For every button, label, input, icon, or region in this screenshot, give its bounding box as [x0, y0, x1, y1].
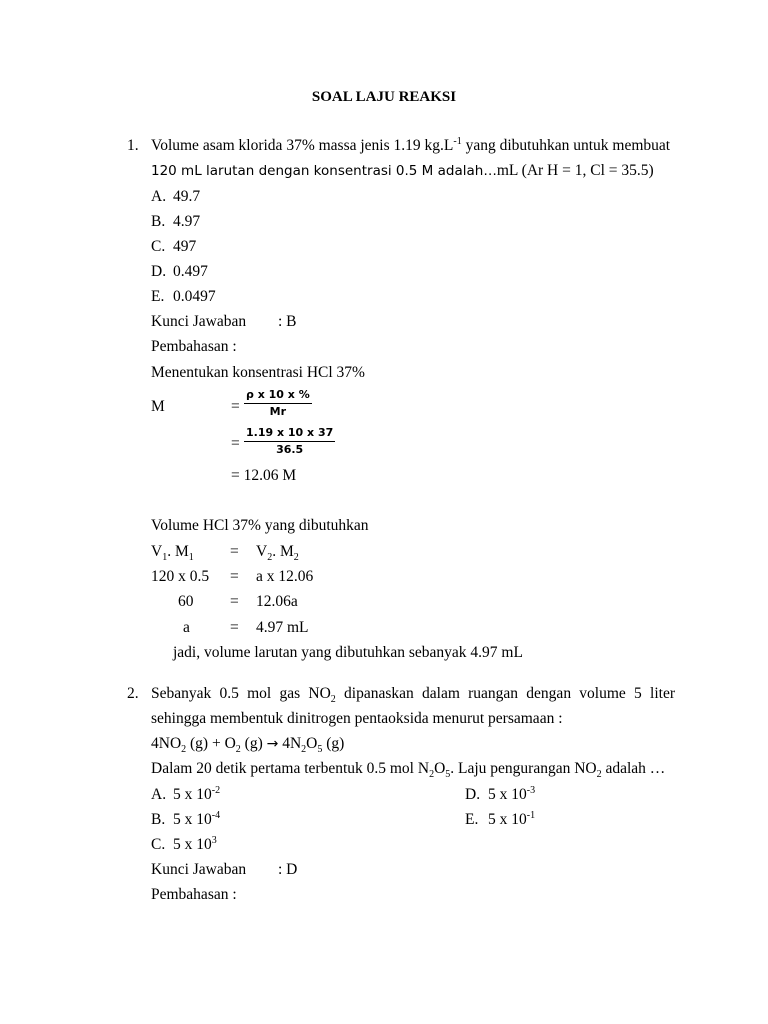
q2-line4-part-d: adalah … [601, 760, 666, 777]
calc-row-1-right: $V_2$. $M_2$ [256, 543, 299, 564]
calc-row-3-left: 60 [178, 593, 194, 610]
q1-option-a-letter: A. [151, 188, 167, 205]
q1-option-a-value: 49.7 [173, 188, 201, 205]
eq-part-3: (g) [240, 735, 267, 752]
molarity-result: = 12.06 M [231, 467, 297, 484]
q2-option-a-letter: A. [151, 786, 167, 803]
question-1-line-2 [151, 162, 654, 180]
q2-option-b-exponent: -4 [211, 809, 221, 821]
calc-row-2-right: a x 12.06 [256, 568, 314, 585]
question-1-line-1 [151, 137, 670, 155]
q1-step1-title: Menentukan konsentrasi HCl 37% [151, 364, 365, 381]
fraction-2-numerator: 1.19 x 10 x 37 [244, 426, 335, 442]
q2-option-a-value [173, 786, 220, 804]
q1-option-d-value: 0.497 [173, 263, 208, 280]
calc-row-3-equals: = [230, 593, 239, 610]
q1-line1-superscript: -1 [453, 135, 462, 147]
q2-line4-part-c: . Laju pengurangan NO [450, 760, 597, 777]
eq-part-4: 4N [278, 735, 302, 752]
molarity-formula-fraction [244, 388, 312, 419]
q1-answer-key-label: Kunci Jawaban [151, 313, 247, 330]
q1-line1-text: Volume asam klorida 37% massa jenis 1.19 kg.L [151, 137, 454, 154]
molarity-substitution-fraction [244, 426, 335, 457]
q1-option-d-letter: D. [151, 263, 167, 280]
q2-option-e-base: 5 x 10 [488, 811, 527, 828]
q1-option-e-letter: E. [151, 288, 165, 305]
q2-line4-part-a: Dalam 20 detik pertama terbentuk 0.5 mol N [151, 760, 430, 777]
q1-option-b-value: 4.97 [173, 213, 201, 230]
q2-discussion-label: Pembahasan : [151, 886, 237, 903]
eq-part-2: (g) + O [186, 735, 236, 752]
q2-line4-sub-2: 5 [445, 769, 451, 781]
reaction-arrow-icon: → [266, 736, 279, 752]
calc-row-4-equals: = [230, 619, 239, 636]
calc-row-4-right: 4.97 mL [256, 619, 309, 636]
molarity-symbol: M [151, 398, 165, 415]
q1-conclusion: jadi, volume larutan yang dibutuhkan sebanyak 4.97 mL [173, 644, 523, 661]
document-title: SOAL LAJU REAKSI [311, 89, 457, 105]
q1-option-c-letter: C. [151, 238, 166, 255]
q2-line1-text: Sebanyak 0.5 mol gas NO [151, 685, 331, 702]
q2-option-a-exponent: -2 [211, 784, 221, 796]
q2-option-c-exponent: 3 [211, 834, 217, 846]
question-2-line-1 [151, 685, 676, 706]
calc-row-3-right: 12.06a [256, 593, 298, 610]
question-2-number: 2. [127, 685, 139, 702]
q2-option-d-letter: D. [465, 786, 481, 803]
q1-line2-sans-text: 120 mL larutan dengan konsentrasi 0.5 M adalah… [151, 163, 497, 179]
q2-option-b-letter: B. [151, 811, 166, 828]
q2-option-c-letter: C. [151, 836, 166, 853]
eq-sub-2: 2 [235, 744, 241, 756]
chemical-equation [151, 735, 345, 756]
q2-line4-sub-1: 2 [429, 769, 435, 781]
eq-sub-4: 5 [317, 744, 323, 756]
calc-row-1-equals: = [230, 543, 239, 560]
fraction-1-denominator: Mr [269, 405, 287, 418]
eq-part-5: O [306, 735, 318, 752]
q2-line4-sub-3: 2 [596, 769, 602, 781]
q2-answer-key-label: Kunci Jawaban [151, 861, 247, 878]
q1-line1-rest: yang dibutuhkan untuk membuat [461, 137, 671, 154]
q2-option-d-exponent: -3 [526, 784, 536, 796]
eq-part-1: 4NO [151, 735, 182, 752]
calc-row-2-left: 120 x 0.5 [151, 568, 210, 585]
calc-row-1-left: $V_1$. $M_1$ [151, 543, 194, 564]
q1-line2-text: mL (Ar H = 1, Cl = 35.5) [496, 162, 654, 179]
q2-option-d-base: 5 x 10 [488, 786, 527, 803]
q2-line1-rest: dipanaskan dalam ruangan dengan volume 5 liter [335, 685, 676, 702]
q2-line4-part-b: O [434, 760, 446, 777]
q1-option-b-letter: B. [151, 213, 166, 230]
q2-option-b-base: 5 x 10 [173, 811, 212, 828]
q2-option-a-base: 5 x 10 [173, 786, 212, 803]
fraction-1-numerator: ρ x 10 x % [244, 388, 312, 404]
eq-part-6: (g) [322, 735, 345, 752]
q2-line1-subscript: 2 [330, 694, 336, 706]
question-2-line-4 [151, 760, 666, 781]
q2-answer-key-value: : D [278, 861, 298, 878]
q1-discussion-label: Pembahasan : [151, 338, 237, 355]
q2-option-c-value [173, 836, 217, 854]
question-2-line-2: sehingga membentuk dinitrogen pentaoksida menurut persamaan : [151, 710, 563, 727]
calc-row-4-left: a [183, 619, 190, 636]
equals-sign-1: = [231, 398, 240, 415]
q2-option-e-value [488, 811, 535, 829]
calc-row-2-equals: = [230, 568, 239, 585]
q1-answer-key-value: : B [278, 313, 297, 330]
q2-option-e-exponent: -1 [526, 809, 536, 821]
q2-option-d-value [488, 786, 535, 804]
q2-option-e-letter: E. [465, 811, 479, 828]
q1-step2-title: Volume HCl 37% yang dibutuhkan [151, 517, 369, 534]
eq-sub-3: 2 [301, 744, 307, 756]
q1-option-e-value: 0.0497 [173, 288, 216, 305]
equals-sign-2: = [231, 435, 240, 452]
q2-option-b-value [173, 811, 220, 829]
question-1-number: 1. [127, 137, 139, 154]
eq-sub-1: 2 [181, 744, 187, 756]
q1-option-c-value: 497 [173, 238, 197, 255]
fraction-2-denominator: 36.5 [276, 443, 304, 456]
q2-option-c-base: 5 x 10 [173, 836, 212, 853]
